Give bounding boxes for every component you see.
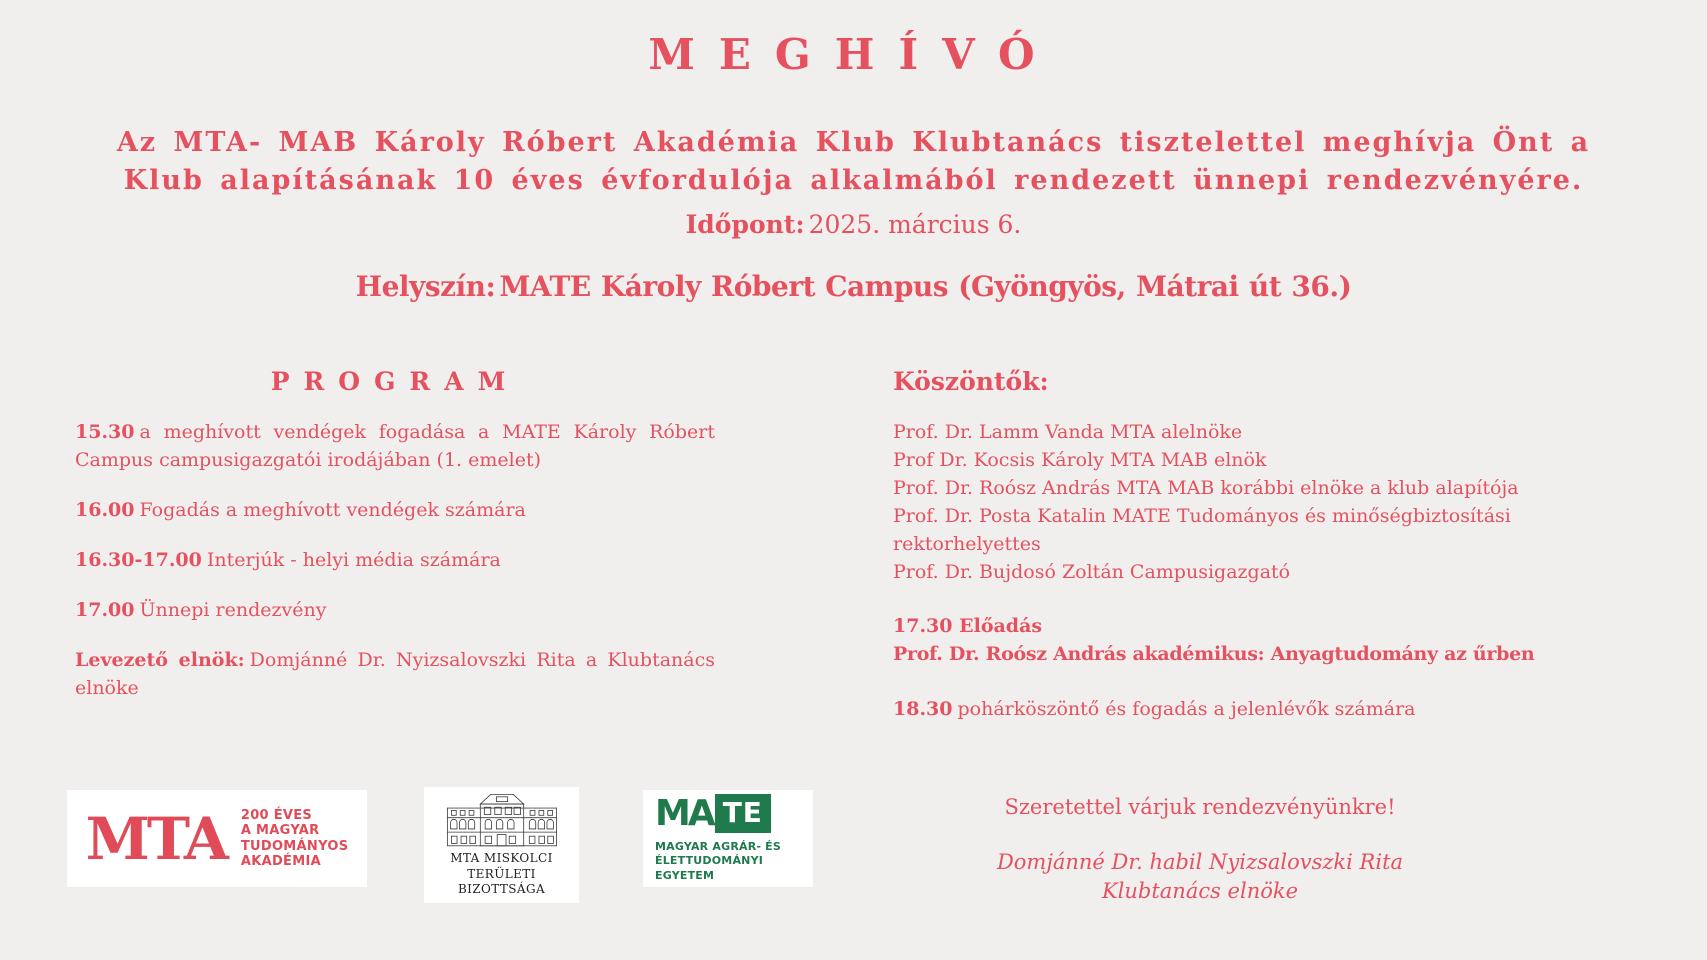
datetime-value: 2025. március 6. (808, 210, 1022, 239)
mate-logo-word: MA TE (655, 794, 801, 833)
program-time: 15.30 (75, 421, 135, 443)
signature-name: Domjánné Dr. habil Nyizsalovszki Rita (996, 850, 1404, 874)
toast-line (893, 695, 1593, 723)
event-venue (0, 270, 1707, 303)
program-item (75, 418, 715, 474)
signature-title: Klubtanács elnöke (1101, 879, 1299, 903)
program-text: Interjúk - helyi média számára (206, 549, 501, 571)
program-column (75, 368, 715, 724)
toast-text: pohárköszöntő és fogadás a jelenlévők számára (957, 698, 1416, 720)
toast-time: 18.30 (893, 698, 953, 720)
mab-building-illustration-icon (431, 792, 573, 848)
mate-logo (643, 790, 813, 887)
venue-label: Helyszín: (355, 270, 496, 303)
datetime-label: Időpont: (685, 210, 805, 239)
venue-value: MATE Károly Róbert Campus (Gyöngyös, Mátrai út 36.) (499, 270, 1352, 303)
program-text: Fogadás a meghívott vendégek számára (139, 499, 526, 521)
greeter-name: Prof. Dr. Bujdosó Zoltán Campusigazgató (893, 561, 1291, 583)
program-text: a meghívott vendégek fogadása a MATE Károly Róbert Campus campusigazgatói irodájában (1. emelet) (75, 421, 715, 471)
mab-logo-text: MTA MISKOLCI TERÜLETI BIZOTTSÁGA (450, 851, 553, 897)
event-datetime (0, 210, 1707, 239)
closing-block (960, 793, 1440, 906)
mab-logo (424, 787, 579, 903)
lecture-time-line (893, 612, 1593, 640)
greeter-name: Prof. Dr. Posta Katalin MATE Tudományos és minőségbiztosítási rektorhelyettes (893, 505, 1511, 555)
mta-logo-tagline: 200 ÉVES A MAGYAR TUDOMÁNYOS AKADÉMIA (240, 807, 349, 869)
program-time: 16.00 (75, 499, 135, 521)
chair-label: Levezető elnök: (75, 649, 245, 671)
greeter-name: Prof Dr. Kocsis Károly MTA MAB elnök (893, 449, 1267, 471)
program-item (75, 496, 715, 524)
lecture-time: 17.30 (893, 615, 953, 637)
greeter-name: Prof. Dr. Lamm Vanda MTA alelnöke (893, 421, 1243, 443)
program-time: 17.00 (75, 599, 135, 621)
greeter-name: Prof. Dr. Roósz András MTA MAB korábbi elnöke a klub alapítója (893, 477, 1519, 499)
page-title: MEGHÍVÓ (648, 30, 1059, 79)
greetings-column (893, 368, 1593, 723)
program-item (75, 546, 715, 574)
program-heading: PROGRAM (270, 367, 520, 396)
greetings-heading: Köszöntők: (893, 367, 1049, 396)
chair-name: Domjánné Dr. Nyizsalovszki Rita a Klubtanács elnöke (75, 649, 715, 699)
lecture-title: Prof. Dr. Roósz András akadémikus: Anyagtudomány az űrben (893, 643, 1535, 665)
logo-row (67, 790, 813, 903)
invitation-text: Az MTA- MAB Károly Róbert Akadémia Klub Klubtanács tisztelettel meghívja Önt a Klub alapításának 10 éves évfordulója alkalmából rendezett ünnepi rendezvényére. (116, 127, 1591, 197)
mate-logo-tagline: MAGYAR AGRÁR- ÉS ÉLETTUDOMÁNYI EGYETEM (655, 840, 781, 882)
mta-logo (67, 790, 367, 887)
lecture-block (893, 612, 1593, 668)
program-time: 16.30-17.00 (75, 549, 202, 571)
program-text: Ünnepi rendezvény (139, 599, 327, 621)
program-item-chair (75, 646, 715, 702)
closing-welcome: Szeretettel várjuk rendezvényünkre! (1004, 795, 1396, 819)
program-item (75, 596, 715, 624)
lecture-label: Előadás (959, 615, 1043, 637)
mta-logo-word: MTA (85, 804, 226, 873)
